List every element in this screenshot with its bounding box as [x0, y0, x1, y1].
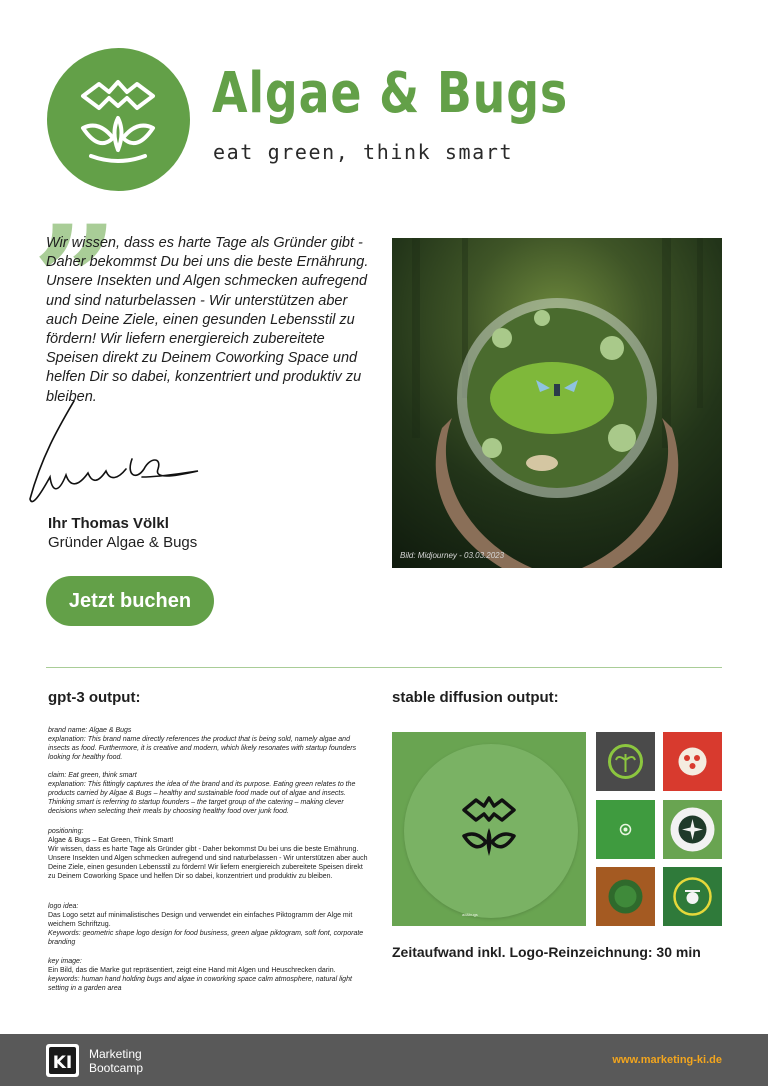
image-credit: Bild: Midjourney - 03.03.2023: [400, 551, 505, 560]
bug-leaf-icon: [392, 732, 586, 926]
brand-claim: eat green, think smart: [213, 140, 514, 164]
gpt-key-image: [48, 957, 370, 993]
sd-thumb-2: [663, 732, 722, 791]
sd-thumb-5: [596, 867, 655, 926]
website-link[interactable]: www.marketing-ki.de: [612, 1054, 722, 1066]
gpt-logo-text: Das Logo setzt auf minimalistisches Design und verwendet ein einfaches Piktogramm der Alge mit weichem Schriftzug.: [48, 912, 353, 928]
quote-mark: ”: [32, 193, 119, 369]
key-image: [392, 238, 722, 568]
gpt-brand-name-explanation: explanation: This brand name directly references the product that is being sold, namely algae and insects as food. Furthermore, it is creative and modern, which likely resonates with startup founders looking for healthy food.: [48, 736, 357, 761]
brand-name: Algae & Bugs: [212, 61, 569, 126]
signer-name: Ihr Thomas Völkl: [48, 515, 169, 532]
gpt-logo-idea: [48, 902, 370, 947]
footer-brand: [89, 1047, 143, 1075]
gpt-claim-explanation: explanation: This fittingly captures the idea of the brand and its purpose. Eating green relates to the products carried by Algae & Bugs – healthy and sustainable food made out of algae and insects. Thinking smart is referring to startup founders – the target group of the catering – making clever decisions when selecting their meals by choosing healthy food over junk food.: [48, 781, 356, 815]
gpt-positioning-head: Algae & Bugs – Eat Green, Think Smart!: [48, 837, 174, 844]
gpt-key-text: Ein Bild, das die Marke gut repräsentiert, zeigt eine Hand mit Algen und Heuschrecken darin.: [48, 967, 336, 974]
sd-output-title: stable diffusion output:: [392, 689, 559, 706]
brand-logo: [47, 48, 190, 191]
ki-logo-text: KI: [52, 1053, 73, 1073]
plant-icon: [596, 732, 655, 791]
swirl-icon: [596, 800, 655, 859]
footer-brand-line1: Marketing: [89, 1047, 142, 1061]
gpt-brand-name: [48, 726, 370, 762]
sd-thumb-6: [663, 867, 722, 926]
sd-logo-mockup: [392, 732, 586, 926]
gpt-positioning: [48, 827, 370, 881]
mockup-caption: ad&bugs: [462, 912, 478, 917]
sd-thumb-4: [663, 800, 722, 859]
ki-logo-icon: [46, 1044, 79, 1077]
bug-badge-icon: [663, 867, 722, 926]
gpt-claim: [48, 771, 370, 816]
book-now-button[interactable]: Jetzt buchen: [46, 576, 214, 626]
bug-leaf-icon: [47, 48, 190, 191]
section-divider: [46, 667, 722, 668]
sd-thumb-3: [596, 800, 655, 859]
gpt-positioning-text: Wir wissen, dass es harte Tage als Gründer gibt - Daher bekommst Du bei uns die beste Ernährung. Unsere Insekten und Algen schmecken aufregend und sind naturbelassen - Wir unterstützen aber auch Deine Ziele, einen gesunden Lebensstil zu fördern! Wir liefern energiereich zubereitete Speisen direkt zu Deinem Coworking Space und helfen Dir so dabei, konzentriert und produktiv zu bleiben.: [48, 846, 368, 880]
gpt-logo-keywords: Keywords: geometric shape logo design for food business, green algae piktogram, soft font, corporate branding: [48, 930, 364, 946]
leaf-badge-icon: [596, 867, 655, 926]
signature-graphic: [22, 395, 222, 515]
compass-icon: [663, 800, 722, 859]
gpt-positioning-label: positioning:: [48, 828, 84, 835]
gpt-key-label: key image:: [48, 958, 82, 965]
dots-icon: [663, 732, 722, 791]
sd-thumb-1: [596, 732, 655, 791]
gpt-key-keywords: keywords: human hand holding bugs and algae in coworking space calm atmosphere, natural light setting in a garden area: [48, 976, 352, 992]
time-note: Zeitaufwand inkl. Logo-Reinzeichnung: 30 min: [392, 944, 701, 960]
footer: [0, 1034, 768, 1086]
gpt-output-title: gpt-3 output:: [48, 689, 141, 706]
footer-brand-line2: Bootcamp: [89, 1061, 144, 1075]
signer-role: Gründer Algae & Bugs: [48, 534, 198, 551]
hands-bowl-illustration: [392, 238, 722, 568]
quote-text: Wir wissen, dass es harte Tage als Gründer gibt - Daher bekommst Du bei uns die beste Ernährung. Unsere Insekten und Algen schmecken aufregend und sind naturbelassen - Wir unterstützen aber auch Deine Ziele, einen gesunden Lebensstil zu fördern! Wir liefern energiereich zubereitete Speisen direkt zu Deinem Coworking Space und helfen Dir so dabei, konzentriert und produktiv zu bleiben.: [46, 235, 369, 405]
gpt-logo-label: logo idea:: [48, 903, 79, 910]
gpt-claim-label: claim: Eat green, think smart: [48, 772, 137, 779]
gpt-brand-name-label: brand name: Algae & Bugs: [48, 727, 132, 734]
